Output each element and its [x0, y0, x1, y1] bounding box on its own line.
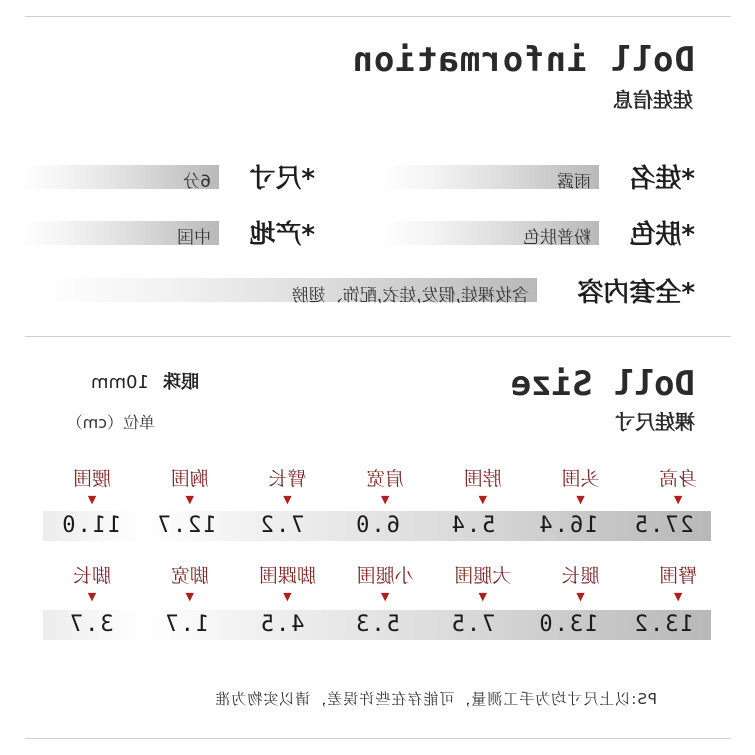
measure-value: 6.0 [354, 513, 400, 538]
measure-cell [336, 466, 434, 508]
name-label: *娃名 [629, 164, 695, 194]
measure-cell [43, 466, 141, 508]
measure-label: 脚宽 [170, 565, 209, 587]
measure-cell [629, 466, 727, 508]
arrow-down-icon: ▼ [87, 590, 97, 603]
name-value: 雨露 [557, 172, 591, 192]
measure-label: 身高 [659, 468, 698, 490]
arrow-down-icon: ▼ [87, 493, 97, 506]
arrow-down-icon: ▼ [380, 493, 390, 506]
size-title-en: Doll Size [510, 364, 695, 404]
arrow-down-icon: ▼ [185, 590, 194, 603]
measurement-note: PS:以上尺寸均为手工测量，可能存在些许误差，请以实物为准 [214, 690, 657, 708]
measure-label: 大腿围 [454, 565, 512, 587]
measure-labels-row1 [43, 466, 727, 508]
arrow-down-icon: ▼ [283, 493, 292, 506]
info-title-en: Doll information [351, 40, 695, 80]
measure-value: 27.5 [632, 513, 694, 538]
measure-label: 腰围 [73, 468, 112, 490]
skin-value: 粉普肤色 [523, 228, 591, 248]
measure-label: 臀围 [659, 565, 698, 587]
measure-cell [532, 466, 630, 508]
bottom-divider [25, 738, 731, 739]
measure-cell [141, 466, 239, 508]
measure-cell [239, 563, 337, 605]
eye-label: 眼珠 [163, 372, 199, 393]
arrow-down-icon: ▼ [576, 493, 585, 506]
measure-cell [434, 563, 532, 605]
measure-values-row1 [43, 511, 711, 541]
measure-cell [239, 466, 337, 508]
measure-value: 3.7 [67, 612, 114, 637]
size-value: 6分 [183, 172, 211, 192]
skin-label: *肤色 [629, 220, 695, 250]
content-value: 含妆裸娃,假发,娃衣,配饰、翅膀 [291, 286, 529, 306]
size-title-cn: 裸娃尺寸 [615, 410, 695, 434]
arrow-down-icon: ▼ [478, 590, 488, 603]
measure-label: 脚踝围 [258, 565, 316, 587]
middle-divider [25, 336, 731, 337]
measure-value: 12.7 [155, 513, 217, 538]
measure-value: 11.0 [60, 513, 122, 538]
measure-value: 16.4 [537, 513, 599, 538]
info-title-cn: 娃娃信息 [613, 88, 693, 112]
eye-size [91, 368, 199, 394]
measure-value: 13.0 [537, 612, 599, 637]
measure-label: 小腿围 [356, 565, 414, 587]
arrow-down-icon: ▼ [673, 590, 683, 603]
measure-value: 7.5 [449, 612, 496, 637]
content-label: *全套内容 [577, 278, 695, 308]
measure-value: 5.3 [354, 612, 400, 637]
arrow-down-icon: ▼ [185, 493, 194, 506]
measure-cell [532, 563, 630, 605]
size-label: *尺寸 [249, 164, 315, 194]
measure-value: 13.2 [632, 612, 694, 637]
measure-label: 头围 [561, 468, 600, 490]
measure-label: 肩宽 [366, 468, 405, 490]
measure-cell [629, 563, 727, 605]
measure-label: 胸围 [170, 468, 209, 490]
eye-value: 10mm [91, 372, 149, 393]
measure-value: 4.5 [258, 612, 305, 637]
arrow-down-icon: ▼ [576, 590, 585, 603]
origin-value: 中国 [177, 228, 211, 248]
measure-value: 1.7 [163, 612, 210, 637]
measure-label: 脚长 [73, 565, 112, 587]
arrow-down-icon: ▼ [673, 493, 683, 506]
unit-label: 单位（cm） [66, 413, 155, 432]
measure-labels-row2 [43, 563, 727, 605]
measure-value: 7.2 [258, 513, 305, 538]
arrow-down-icon: ▼ [478, 493, 488, 506]
measure-cell [336, 563, 434, 605]
measure-values-row2 [43, 610, 711, 640]
top-divider [25, 16, 731, 17]
measure-cell [434, 466, 532, 508]
measure-label: 脖围 [463, 468, 502, 490]
arrow-down-icon: ▼ [283, 590, 292, 603]
origin-label: *产地 [249, 220, 315, 250]
arrow-down-icon: ▼ [380, 590, 390, 603]
measure-cell [141, 563, 239, 605]
measure-label: 腿长 [561, 565, 600, 587]
measure-cell [43, 563, 141, 605]
measure-label: 臂长 [268, 468, 307, 490]
measure-value: 5.4 [449, 513, 496, 538]
